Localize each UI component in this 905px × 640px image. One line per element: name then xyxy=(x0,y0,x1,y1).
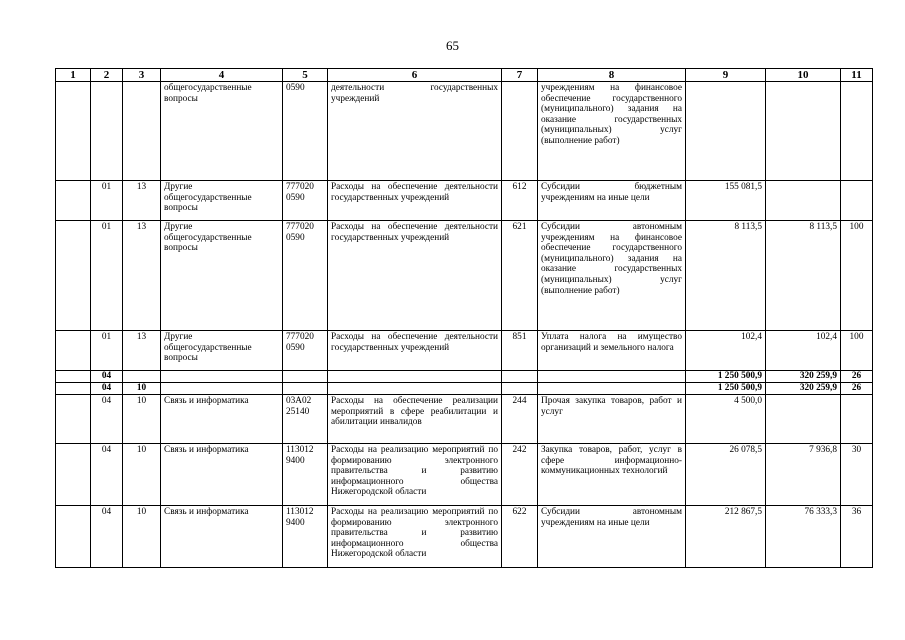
cell-section-name: Связь и информатика xyxy=(161,395,283,444)
cell-subsection: 13 xyxy=(123,181,161,221)
total-row xyxy=(56,371,873,383)
budget-table xyxy=(55,68,873,568)
cell-col1 xyxy=(56,82,91,181)
cell-col1 xyxy=(56,371,91,383)
cell-section: 04 xyxy=(91,395,123,444)
cell-subsection: 10 xyxy=(123,444,161,506)
header-cell: 6 xyxy=(328,69,502,82)
cell-plan: 26 078,5 xyxy=(686,444,766,506)
cell-actual xyxy=(766,395,841,444)
header-cell: 8 xyxy=(538,69,686,82)
cell-percent: 100 xyxy=(841,221,873,331)
table-row xyxy=(56,444,873,506)
cell-expense-type: 242 xyxy=(502,444,538,506)
cell-section: 04 xyxy=(91,444,123,506)
cell-actual: 320 259,9 xyxy=(766,383,841,395)
cell-expense-type: 622 xyxy=(502,506,538,568)
cell-target-code: 113012 9400 xyxy=(283,444,328,506)
cell-percent xyxy=(841,395,873,444)
header-cell: 5 xyxy=(283,69,328,82)
cell-actual xyxy=(766,181,841,221)
cell-expense-name: учреждениям на финансовое обеспечение государственного (муниципального) задания на оказание государственных (муниципальных) услуг (выполнение работ) xyxy=(538,82,686,181)
cell-expense-type: 244 xyxy=(502,395,538,444)
table-row xyxy=(56,82,873,181)
cell-percent: 36 xyxy=(841,506,873,568)
cell-col1 xyxy=(56,181,91,221)
cell-plan: 1 250 500,9 xyxy=(686,371,766,383)
cell-target-name: Расходы на реализацию мероприятий по формированию электронного правительства и развитию информационного общества Нижегородской области xyxy=(328,444,502,506)
header-cell: 7 xyxy=(502,69,538,82)
page-number: 65 xyxy=(446,38,459,53)
cell-target-code: 113012 9400 xyxy=(283,506,328,568)
header-cell: 9 xyxy=(686,69,766,82)
cell-expense-type xyxy=(502,82,538,181)
cell-expense-type: 612 xyxy=(502,181,538,221)
header-cell: 11 xyxy=(841,69,873,82)
cell-section: 01 xyxy=(91,181,123,221)
cell-percent: 26 xyxy=(841,371,873,383)
cell-section-name: Другие общегосударственные вопросы xyxy=(161,331,283,371)
cell-section-name: общегосударственные вопросы xyxy=(161,82,283,181)
cell-percent xyxy=(841,181,873,221)
cell-expense-name: Субсидии автономным учреждениям на финансовое обеспечение государственного (муниципального) задания на оказание государственных (муниципальных) услуг (выполнение работ) xyxy=(538,221,686,331)
cell-col1 xyxy=(56,395,91,444)
cell-target-code: 03А02 25140 xyxy=(283,395,328,444)
cell-target-code: 777020 0590 xyxy=(283,331,328,371)
cell-plan: 155 081,5 xyxy=(686,181,766,221)
cell-expense-type: 851 xyxy=(502,331,538,371)
cell-col1 xyxy=(56,383,91,395)
header-cell: 4 xyxy=(161,69,283,82)
cell-col1 xyxy=(56,506,91,568)
table-row xyxy=(56,221,873,331)
table-row xyxy=(56,181,873,221)
cell-actual: 8 113,5 xyxy=(766,221,841,331)
cell-percent: 26 xyxy=(841,383,873,395)
cell-section-name: Связь и информатика xyxy=(161,506,283,568)
cell-expense-name: Прочая закупка товаров, работ и услуг xyxy=(538,395,686,444)
cell-section: 01 xyxy=(91,331,123,371)
cell-col1 xyxy=(56,331,91,371)
cell-plan: 8 113,5 xyxy=(686,221,766,331)
cell-subsection: 10 xyxy=(123,383,161,395)
cell-target-code: 0590 xyxy=(283,82,328,181)
cell-expense-type: 621 xyxy=(502,221,538,331)
cell-expense-name: Уплата налога на имущество организаций и земельного налога xyxy=(538,331,686,371)
cell-subsection: 13 xyxy=(123,221,161,331)
cell-subsection: 13 xyxy=(123,331,161,371)
cell-target-name: Расходы на обеспечение деятельности государственных учреждений xyxy=(328,181,502,221)
cell-plan: 212 867,5 xyxy=(686,506,766,568)
cell-section-name: Другие общегосударственные вопросы xyxy=(161,221,283,331)
cell-actual: 7 936,8 xyxy=(766,444,841,506)
cell-expense-type xyxy=(502,383,538,395)
cell-plan: 102,4 xyxy=(686,331,766,371)
cell-section: 04 xyxy=(91,371,123,383)
cell-target-code: 777020 0590 xyxy=(283,221,328,331)
cell-subsection: 10 xyxy=(123,395,161,444)
cell-section-name xyxy=(161,371,283,383)
cell-target-code xyxy=(283,371,328,383)
cell-expense-name xyxy=(538,383,686,395)
cell-plan: 4 500,0 xyxy=(686,395,766,444)
cell-subsection xyxy=(123,82,161,181)
cell-actual xyxy=(766,82,841,181)
table-row xyxy=(56,395,873,444)
header-cell: 3 xyxy=(123,69,161,82)
total-row xyxy=(56,383,873,395)
cell-section-name: Связь и информатика xyxy=(161,444,283,506)
cell-percent: 100 xyxy=(841,331,873,371)
cell-section xyxy=(91,82,123,181)
table-row xyxy=(56,331,873,371)
cell-actual: 102,4 xyxy=(766,331,841,371)
cell-percent: 30 xyxy=(841,444,873,506)
cell-col1 xyxy=(56,221,91,331)
cell-section: 01 xyxy=(91,221,123,331)
cell-expense-name: Субсидии автономным учреждениям на иные цели xyxy=(538,506,686,568)
header-cell: 1 xyxy=(56,69,91,82)
cell-expense-type xyxy=(502,371,538,383)
cell-section-name: Другие общегосударственные вопросы xyxy=(161,181,283,221)
header-row xyxy=(56,69,873,82)
cell-plan: 1 250 500,9 xyxy=(686,383,766,395)
cell-target-name: деятельности государственных учреждений xyxy=(328,82,502,181)
cell-section: 04 xyxy=(91,383,123,395)
cell-expense-name xyxy=(538,371,686,383)
cell-expense-name: Субсидии бюджетным учреждениям на иные цели xyxy=(538,181,686,221)
cell-target-code xyxy=(283,383,328,395)
header-cell: 10 xyxy=(766,69,841,82)
cell-subsection xyxy=(123,371,161,383)
cell-target-name xyxy=(328,371,502,383)
cell-percent xyxy=(841,82,873,181)
cell-plan xyxy=(686,82,766,181)
header-cell: 2 xyxy=(91,69,123,82)
cell-target-name xyxy=(328,383,502,395)
cell-target-name: Расходы на обеспечение деятельности государственных учреждений xyxy=(328,331,502,371)
cell-expense-name: Закупка товаров, работ, услуг в сфере информационно-коммуникационных технологий xyxy=(538,444,686,506)
cell-col1 xyxy=(56,444,91,506)
cell-section: 04 xyxy=(91,506,123,568)
cell-subsection: 10 xyxy=(123,506,161,568)
cell-section-name xyxy=(161,383,283,395)
cell-target-name: Расходы на обеспечение реализации мероприятий в сфере реабилитации и абилитации инвалидов xyxy=(328,395,502,444)
cell-actual: 320 259,9 xyxy=(766,371,841,383)
cell-target-name: Расходы на обеспечение деятельности государственных учреждений xyxy=(328,221,502,331)
cell-actual: 76 333,3 xyxy=(766,506,841,568)
cell-target-name: Расходы на реализацию мероприятий по формированию электронного правительства и развитию информационного общества Нижегородской области xyxy=(328,506,502,568)
table-row xyxy=(56,506,873,568)
cell-target-code: 777020 0590 xyxy=(283,181,328,221)
